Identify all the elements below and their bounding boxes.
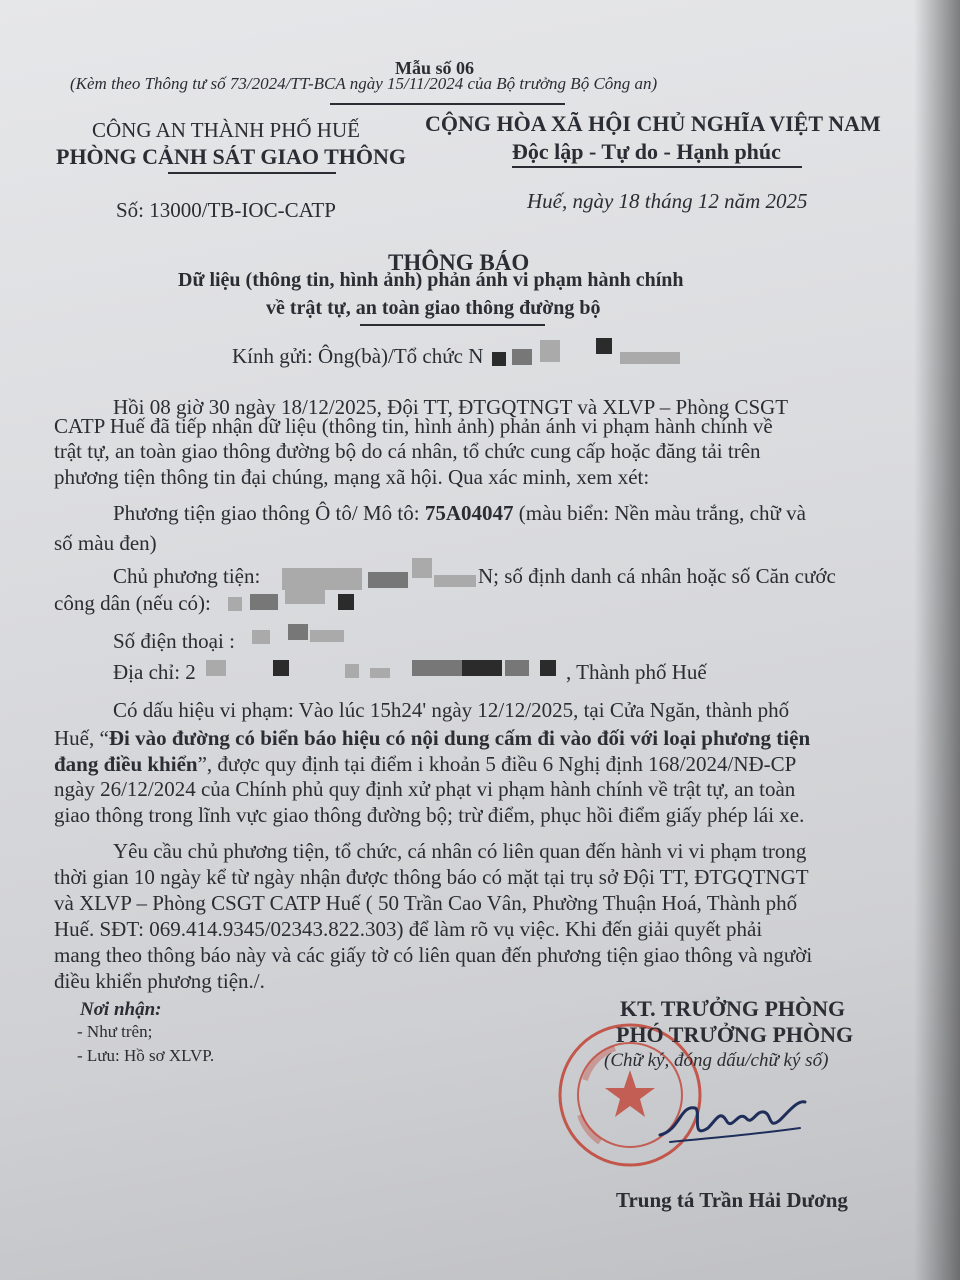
agency-underline [168, 172, 336, 174]
violation-line-1: Có dấu hiệu vi phạm: Vào lúc 15h24' ngày 12/12/2025, tại Cửa Ngăn, thành phố [113, 698, 790, 722]
signer-name: Trung tá Trần Hải Dương [616, 1188, 848, 1212]
title-underline [360, 324, 545, 326]
address-city: , Thành phố Huế [566, 660, 707, 684]
paragraph-1-line-4: phương tiện thông tin đại chúng, mạng xã hội. Qua xác minh, xem xét: [54, 465, 650, 489]
attached-note: (Kèm theo Thông tư số 73/2024/TT-BCA ngày 15/11/2024 của Bộ trưởng Bộ Công an) [70, 74, 658, 93]
violation-description: Đi vào đường có biển báo hiệu có nội dung cấm đi vào đối với loại phương tiện [108, 726, 811, 750]
violation-line-4: ngày 26/12/2024 của Chính phủ quy định xử phạt vi phạm hành chính về trật tự, an toàn [54, 777, 796, 801]
violation-line-5: giao thông trong lĩnh vực giao thông đường bộ; trừ điểm, phục hồi điểm giấy phép lái xe. [54, 803, 805, 827]
redaction [345, 664, 359, 678]
vehicle-label: Phương tiện giao thông Ô tô/ Mô tô: [113, 501, 425, 525]
subtitle-line-2: về trật tự, an toàn giao thông đường bộ [266, 297, 601, 319]
redaction [310, 630, 344, 642]
redaction [512, 349, 532, 365]
owner-label: Chủ phương tiện: [113, 564, 261, 588]
redaction [505, 660, 529, 676]
violation-line-2 [54, 725, 810, 752]
country-name: CỘNG HÒA XÃ HỘI CHỦ NGHĨA VIỆT NAM [425, 111, 881, 136]
redaction [492, 352, 506, 366]
vehicle-line-2: số màu đen) [54, 531, 157, 555]
sign-note: (Chữ ký, đóng dấu/chữ ký số) [604, 1050, 829, 1071]
motto-underline [512, 166, 802, 168]
plate-color: (màu biển: Nền màu trắng, chữ và [513, 501, 806, 525]
paragraph-1-line-2: CATP Huế đã tiếp nhận dữ liệu (thông tin, hình ảnh) phản ánh vi phạm hành chính về [54, 414, 773, 438]
request-line-1: Yêu cầu chủ phương tiện, tổ chức, cá nhân có liên quan đến hành vi vi phạm trong [113, 839, 807, 863]
document-title: THÔNG BÁO [388, 250, 530, 275]
vehicle-line [113, 500, 806, 527]
address-label: Địa chỉ: 2 [113, 660, 196, 684]
request-line-5: mang theo thông báo này và các giấy tờ có liên quan đến phương tiện giao thông và người [54, 943, 813, 967]
request-line-2: thời gian 10 ngày kể từ ngày nhận được thông báo có mặt tại trụ sở Đội TT, ĐTGQTNGT [54, 865, 809, 889]
redaction [228, 597, 242, 611]
recipients-title: Nơi nhận: [80, 999, 162, 1020]
redaction [540, 340, 560, 362]
redaction [434, 575, 476, 587]
redaction [412, 558, 432, 578]
signature [650, 1080, 810, 1160]
violation-description-end: đang điều khiển [54, 752, 198, 776]
recipient-item-2: - Lưu: Hồ sơ XLVP. [77, 1046, 215, 1065]
divider [330, 103, 565, 105]
redaction [596, 338, 612, 354]
redaction [412, 660, 462, 676]
request-line-6: điều khiển phương tiện./. [54, 969, 265, 993]
redaction [273, 660, 289, 676]
license-plate: 75A04047 [424, 501, 514, 525]
request-line-4: Huế. SĐT: 069.414.9345/02343.822.303) để làm rõ vụ việc. Khi đến giải quyết phải [54, 917, 763, 941]
violation-line-3 [54, 751, 796, 778]
paragraph-1-line-1: Hồi 08 giờ 30 ngày 18/12/2025, Đội TT, ĐTGQTNGT và XLVP – Phòng CSGT [113, 395, 789, 419]
salutation: Kính gửi: Ông(bà)/Tổ chức N [232, 344, 484, 368]
request-line-3: và XLVP – Phòng CSGT CATP Huế ( 50 Trần Cao Vân, Phường Thuận Hoá, Thành phố [54, 891, 798, 915]
violation-regulation: ”, được quy định tại điểm i khoản 5 điều 6 Nghị định 168/2024/NĐ-CP [197, 752, 797, 776]
redaction [288, 624, 308, 640]
date-line: Huế, ngày 18 tháng 12 năm 2025 [527, 189, 808, 213]
redaction [252, 630, 270, 644]
redaction [620, 352, 680, 364]
redaction [368, 572, 408, 588]
redaction [370, 668, 390, 678]
redaction [462, 660, 502, 676]
sign-title-2: PHÓ TRƯỞNG PHÒNG [616, 1022, 854, 1047]
agency-name: PHÒNG CẢNH SÁT GIAO THÔNG [56, 144, 407, 169]
form-number: Mẫu số 06 [395, 58, 475, 78]
redaction [285, 590, 325, 604]
agency-parent: CÔNG AN THÀNH PHỐ HUẾ [92, 118, 360, 142]
redaction [282, 568, 362, 590]
citizen-id-label: công dân (nếu có): [54, 591, 211, 615]
redaction [206, 660, 226, 676]
phone-label: Số điện thoại : [113, 629, 235, 653]
owner-id-text: N; số định danh cá nhân hoặc số Căn cước [478, 564, 836, 588]
redaction [250, 594, 278, 610]
subtitle-line-1: Dữ liệu (thông tin, hình ảnh) phản ánh vi phạm hành chính [178, 269, 684, 291]
sign-title-1: KT. TRƯỞNG PHÒNG [620, 996, 846, 1021]
paragraph-1-line-3: trật tự, an toàn giao thông đường bộ do cá nhân, tổ chức cung cấp hoặc đăng tải trên [54, 439, 761, 463]
violation-place: Huế, “ [54, 726, 109, 750]
redaction [338, 594, 354, 610]
redaction [540, 660, 556, 676]
motto: Độc lập - Tự do - Hạnh phúc [512, 139, 781, 164]
page-edge-shadow [914, 0, 960, 1280]
document-number: Số: 13000/TB-IOC-CATP [116, 198, 336, 222]
recipient-item-1: - Như trên; [77, 1022, 153, 1041]
